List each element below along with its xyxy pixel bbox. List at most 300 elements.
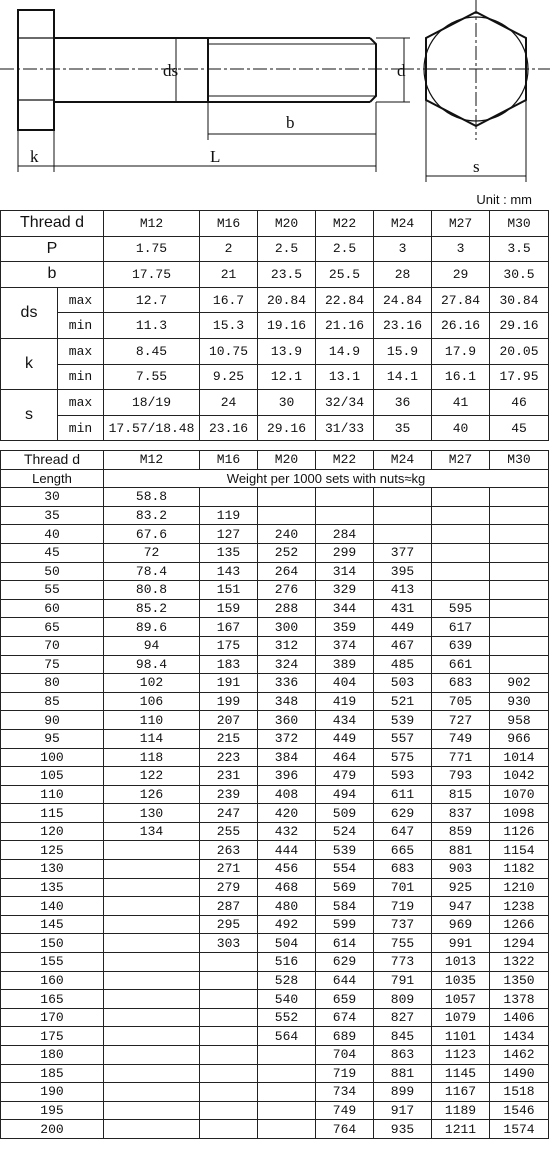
- spec-value: 23.5: [258, 262, 316, 288]
- weight-value: 299: [316, 543, 374, 562]
- weight-value: 528: [258, 971, 316, 990]
- table-row: [1, 1008, 549, 1027]
- length-value: 175: [1, 1027, 104, 1046]
- spec-value: 41: [432, 390, 490, 416]
- param-name: b: [1, 262, 104, 288]
- spec-value: 12.7: [104, 287, 200, 313]
- weight-value: [200, 1046, 258, 1065]
- length-value: 105: [1, 767, 104, 786]
- weight-value: [374, 506, 432, 525]
- weight-value: 135: [200, 543, 258, 562]
- weight-value: 314: [316, 562, 374, 581]
- weight-value: 94: [104, 636, 200, 655]
- spec-value: 17.75: [104, 262, 200, 288]
- weight-value: 764: [316, 1120, 374, 1139]
- weight-value: [316, 488, 374, 507]
- table-row: [1, 822, 549, 841]
- weight-value: 614: [316, 934, 374, 953]
- size-header: M12: [104, 211, 200, 237]
- spec-value: 45: [490, 415, 549, 441]
- weight-value: 584: [316, 897, 374, 916]
- weight-value: 661: [432, 655, 490, 674]
- weight-value: 404: [316, 674, 374, 693]
- weight-value: 110: [104, 711, 200, 730]
- weight-value: [200, 1064, 258, 1083]
- table-row: [1, 804, 549, 823]
- weight-value: 1182: [490, 860, 549, 879]
- weight-value: 255: [200, 822, 258, 841]
- weight-value: 130: [104, 804, 200, 823]
- spec-value: 35: [374, 415, 432, 441]
- weight-value: 449: [374, 618, 432, 637]
- spec-value: 32/34: [316, 390, 374, 416]
- weight-value: 279: [200, 878, 258, 897]
- size-header: M20: [258, 451, 316, 470]
- weight-value: 564: [258, 1027, 316, 1046]
- spec-value: 22.84: [316, 287, 374, 313]
- weight-value: 374: [316, 636, 374, 655]
- length-value: 65: [1, 618, 104, 637]
- table-row: [1, 785, 549, 804]
- table-row: [1, 674, 549, 693]
- weight-value: 336: [258, 674, 316, 693]
- weight-value: 223: [200, 748, 258, 767]
- spec-row: [1, 364, 549, 390]
- weight-value: 300: [258, 618, 316, 637]
- length-value: 75: [1, 655, 104, 674]
- spec-value: 2.5: [258, 236, 316, 262]
- weight-value: 665: [374, 841, 432, 860]
- weight-value: 595: [432, 599, 490, 618]
- weight-value: 837: [432, 804, 490, 823]
- weight-value: 1098: [490, 804, 549, 823]
- weight-value: 899: [374, 1083, 432, 1102]
- weight-value: [104, 915, 200, 934]
- table-row: [1, 1027, 549, 1046]
- weight-value: [200, 1101, 258, 1120]
- weight-value: [104, 1008, 200, 1027]
- weight-value: 419: [316, 692, 374, 711]
- weight-value: 175: [200, 636, 258, 655]
- weight-value: 727: [432, 711, 490, 730]
- weight-caption-row: [1, 469, 549, 488]
- spec-value: 14.1: [374, 364, 432, 390]
- weight-value: [104, 1046, 200, 1065]
- weight-value: [200, 1008, 258, 1027]
- weight-value: 683: [374, 860, 432, 879]
- spec-value: 14.9: [316, 338, 374, 364]
- weight-value: [104, 990, 200, 1009]
- weight-value: 969: [432, 915, 490, 934]
- weight-value: 413: [374, 581, 432, 600]
- unit-label: Unit : mm: [476, 192, 532, 207]
- length-value: 160: [1, 971, 104, 990]
- table-row: [1, 506, 549, 525]
- weight-value: [104, 841, 200, 860]
- weight-value: 629: [316, 953, 374, 972]
- weight-value: [490, 506, 549, 525]
- weight-value: 377: [374, 543, 432, 562]
- weight-value: 749: [316, 1101, 374, 1120]
- ds-label: ds: [163, 61, 179, 80]
- param-name: s: [1, 390, 58, 441]
- spec-value: 16.1: [432, 364, 490, 390]
- weight-value: 1070: [490, 785, 549, 804]
- weight-value: [200, 971, 258, 990]
- length-value: 35: [1, 506, 104, 525]
- weight-value: 845: [374, 1027, 432, 1046]
- weight-value: 902: [490, 674, 549, 693]
- weight-value: 276: [258, 581, 316, 600]
- table-row: [1, 1083, 549, 1102]
- weight-value: 247: [200, 804, 258, 823]
- weight-value: 1406: [490, 1008, 549, 1027]
- param-sub: min: [58, 415, 104, 441]
- weight-value: 252: [258, 543, 316, 562]
- weight-value: 1574: [490, 1120, 549, 1139]
- weight-value: 617: [432, 618, 490, 637]
- weight-value: 1079: [432, 1008, 490, 1027]
- length-value: 55: [1, 581, 104, 600]
- weight-value: 958: [490, 711, 549, 730]
- weight-value: 1042: [490, 767, 549, 786]
- weight-value: [490, 655, 549, 674]
- weight-value: [490, 562, 549, 581]
- weight-value: 639: [432, 636, 490, 655]
- spec-row: [1, 236, 549, 262]
- weight-value: 1490: [490, 1064, 549, 1083]
- weight-value: 947: [432, 897, 490, 916]
- spec-value: 2: [200, 236, 258, 262]
- weight-value: 815: [432, 785, 490, 804]
- weight-value: 930: [490, 692, 549, 711]
- weight-value: 755: [374, 934, 432, 953]
- spec-value: 15.3: [200, 313, 258, 339]
- weight-value: [104, 934, 200, 953]
- weight-value: [258, 1083, 316, 1102]
- s-label: s: [473, 157, 480, 176]
- weight-value: [374, 525, 432, 544]
- weight-value: 881: [374, 1064, 432, 1083]
- weight-caption: Weight per 1000 sets with nuts≈kg: [104, 469, 549, 488]
- weight-value: [200, 953, 258, 972]
- weight-value: [104, 1083, 200, 1102]
- weight-value: [200, 1120, 258, 1139]
- weight-value: 521: [374, 692, 432, 711]
- weight-value: 552: [258, 1008, 316, 1027]
- weight-value: [200, 1027, 258, 1046]
- weight-value: 1123: [432, 1046, 490, 1065]
- weight-value: 295: [200, 915, 258, 934]
- table-row: [1, 953, 549, 972]
- spec-value: 40: [432, 415, 490, 441]
- weight-value: 1546: [490, 1101, 549, 1120]
- weight-value: 991: [432, 934, 490, 953]
- weight-value: 1350: [490, 971, 549, 990]
- table-row: [1, 860, 549, 879]
- weight-value: [104, 953, 200, 972]
- spec-row: [1, 390, 549, 416]
- spec-value: 10.75: [200, 338, 258, 364]
- weight-value: 159: [200, 599, 258, 618]
- weight-value: [316, 506, 374, 525]
- weight-value: [258, 1101, 316, 1120]
- weight-value: 1322: [490, 953, 549, 972]
- spec-value: 21.16: [316, 313, 374, 339]
- length-value: 60: [1, 599, 104, 618]
- table-row: [1, 1101, 549, 1120]
- weight-value: 1434: [490, 1027, 549, 1046]
- weight-value: 287: [200, 897, 258, 916]
- weight-value: 1057: [432, 990, 490, 1009]
- weight-value: 1211: [432, 1120, 490, 1139]
- weight-value: 705: [432, 692, 490, 711]
- weight-table: [0, 450, 549, 1139]
- table-row: [1, 990, 549, 1009]
- weight-value: 674: [316, 1008, 374, 1027]
- param-sub: min: [58, 313, 104, 339]
- spec-value: 3: [374, 236, 432, 262]
- param-name: P: [1, 236, 104, 262]
- weight-value: 749: [432, 729, 490, 748]
- table-row: [1, 878, 549, 897]
- weight-value: 504: [258, 934, 316, 953]
- weight-value: 271: [200, 860, 258, 879]
- weight-value: 539: [316, 841, 374, 860]
- weight-value: [104, 1027, 200, 1046]
- spec-row: [1, 287, 549, 313]
- weight-value: 863: [374, 1046, 432, 1065]
- length-value: 180: [1, 1046, 104, 1065]
- weight-value: 599: [316, 915, 374, 934]
- bolt-drawing: [0, 0, 550, 190]
- length-value: 45: [1, 543, 104, 562]
- weight-value: 503: [374, 674, 432, 693]
- weight-value: [432, 525, 490, 544]
- weight-value: 1013: [432, 953, 490, 972]
- size-header: M27: [432, 211, 490, 237]
- weight-value: 384: [258, 748, 316, 767]
- weight-value: 444: [258, 841, 316, 860]
- weight-value: 719: [374, 897, 432, 916]
- weight-value: 359: [316, 618, 374, 637]
- table-row: [1, 692, 549, 711]
- length-value: 150: [1, 934, 104, 953]
- spec-value: 23.16: [374, 313, 432, 339]
- spec-table: [0, 210, 549, 441]
- weight-value: 480: [258, 897, 316, 916]
- spec-row: [1, 338, 549, 364]
- weight-value: 199: [200, 692, 258, 711]
- weight-value: 80.8: [104, 581, 200, 600]
- weight-value: [258, 488, 316, 507]
- spec-value: 25.5: [316, 262, 374, 288]
- spec-row: [1, 262, 549, 288]
- weight-value: 114: [104, 729, 200, 748]
- spec-value: 3: [432, 236, 490, 262]
- weight-value: 360: [258, 711, 316, 730]
- weight-value: [490, 581, 549, 600]
- weight-value: 554: [316, 860, 374, 879]
- weight-value: 106: [104, 692, 200, 711]
- weight-value: 58.8: [104, 488, 200, 507]
- size-header: M22: [316, 211, 374, 237]
- length-value: 200: [1, 1120, 104, 1139]
- spec-value: 29.16: [258, 415, 316, 441]
- table-row: [1, 897, 549, 916]
- weight-value: 231: [200, 767, 258, 786]
- weight-value: 434: [316, 711, 374, 730]
- length-value: 30: [1, 488, 104, 507]
- weight-value: 264: [258, 562, 316, 581]
- weight-value: 689: [316, 1027, 374, 1046]
- weight-value: 644: [316, 971, 374, 990]
- weight-value: 126: [104, 785, 200, 804]
- spec-value: 13.9: [258, 338, 316, 364]
- weight-value: 629: [374, 804, 432, 823]
- table-row: [1, 1120, 549, 1139]
- weight-value: 569: [316, 878, 374, 897]
- spec-value: 27.84: [432, 287, 490, 313]
- weight-value: 1294: [490, 934, 549, 953]
- length-value: 155: [1, 953, 104, 972]
- table-row: [1, 971, 549, 990]
- weight-value: 324: [258, 655, 316, 674]
- spec-value: 12.1: [258, 364, 316, 390]
- weight-value: 683: [432, 674, 490, 693]
- weight-value: 85.2: [104, 599, 200, 618]
- table-row: [1, 581, 549, 600]
- size-header: M12: [104, 451, 200, 470]
- weight-value: 1378: [490, 990, 549, 1009]
- size-header: M24: [374, 211, 432, 237]
- weight-value: [432, 562, 490, 581]
- weight-value: [432, 581, 490, 600]
- weight-value: [258, 1064, 316, 1083]
- weight-value: 431: [374, 599, 432, 618]
- weight-value: 284: [316, 525, 374, 544]
- weight-value: 773: [374, 953, 432, 972]
- weight-value: 118: [104, 748, 200, 767]
- weight-value: 659: [316, 990, 374, 1009]
- weight-value: 479: [316, 767, 374, 786]
- weight-value: 1101: [432, 1027, 490, 1046]
- weight-value: 524: [316, 822, 374, 841]
- weight-value: 771: [432, 748, 490, 767]
- weight-value: 1014: [490, 748, 549, 767]
- size-header: M20: [258, 211, 316, 237]
- weight-value: 1238: [490, 897, 549, 916]
- weight-value: 737: [374, 915, 432, 934]
- length-value: 170: [1, 1008, 104, 1027]
- weight-value: 127: [200, 525, 258, 544]
- weight-value: 701: [374, 878, 432, 897]
- weight-value: 143: [200, 562, 258, 581]
- weight-value: 791: [374, 971, 432, 990]
- weight-value: 793: [432, 767, 490, 786]
- weight-value: [104, 1064, 200, 1083]
- header-label: Thread d: [1, 211, 104, 237]
- spec-value: 7.55: [104, 364, 200, 390]
- weight-value: 719: [316, 1064, 374, 1083]
- spec-value: 21: [200, 262, 258, 288]
- spec-value: 18/19: [104, 390, 200, 416]
- table-row: [1, 525, 549, 544]
- param-name: ds: [1, 287, 58, 338]
- table-row: [1, 748, 549, 767]
- weight-value: 1167: [432, 1083, 490, 1102]
- table-row: [1, 1064, 549, 1083]
- weight-value: 1462: [490, 1046, 549, 1065]
- weight-value: 704: [316, 1046, 374, 1065]
- weight-value: 239: [200, 785, 258, 804]
- weight-value: 925: [432, 878, 490, 897]
- weight-value: 516: [258, 953, 316, 972]
- spec-value: 36: [374, 390, 432, 416]
- weight-value: 83.2: [104, 506, 200, 525]
- weight-value: 122: [104, 767, 200, 786]
- spec-value: 15.9: [374, 338, 432, 364]
- spec-value: 19.16: [258, 313, 316, 339]
- weight-value: [104, 897, 200, 916]
- weight-value: [258, 1120, 316, 1139]
- weight-value: 303: [200, 934, 258, 953]
- k-label: k: [30, 147, 39, 166]
- weight-value: 183: [200, 655, 258, 674]
- length-value: 40: [1, 525, 104, 544]
- spec-header-row: [1, 211, 549, 237]
- weight-value: 72: [104, 543, 200, 562]
- weight-value: [258, 506, 316, 525]
- weight-value: 467: [374, 636, 432, 655]
- weight-value: 464: [316, 748, 374, 767]
- spec-value: 20.84: [258, 287, 316, 313]
- weight-value: 492: [258, 915, 316, 934]
- size-header: M22: [316, 451, 374, 470]
- length-value: 165: [1, 990, 104, 1009]
- weight-value: 372: [258, 729, 316, 748]
- weight-value: 509: [316, 804, 374, 823]
- weight-value: 827: [374, 1008, 432, 1027]
- weight-value: 215: [200, 729, 258, 748]
- spec-value: 3.5: [490, 236, 549, 262]
- spec-value: 31/33: [316, 415, 374, 441]
- spec-value: 17.95: [490, 364, 549, 390]
- length-value: 195: [1, 1101, 104, 1120]
- weight-value: 593: [374, 767, 432, 786]
- weight-value: 432: [258, 822, 316, 841]
- table-row: [1, 1046, 549, 1065]
- L-label: L: [210, 147, 221, 166]
- weight-value: 191: [200, 674, 258, 693]
- table-row: [1, 488, 549, 507]
- weight-value: 468: [258, 878, 316, 897]
- weight-value: [200, 990, 258, 1009]
- spec-row: [1, 313, 549, 339]
- length-value: 145: [1, 915, 104, 934]
- spec-row: [1, 415, 549, 441]
- weight-value: 329: [316, 581, 374, 600]
- length-value: 80: [1, 674, 104, 693]
- spec-value: 30.84: [490, 287, 549, 313]
- length-value: 120: [1, 822, 104, 841]
- table-row: [1, 599, 549, 618]
- weight-value: [104, 971, 200, 990]
- weight-value: 288: [258, 599, 316, 618]
- weight-value: 263: [200, 841, 258, 860]
- spec-value: 24: [200, 390, 258, 416]
- spec-value: 2.5: [316, 236, 374, 262]
